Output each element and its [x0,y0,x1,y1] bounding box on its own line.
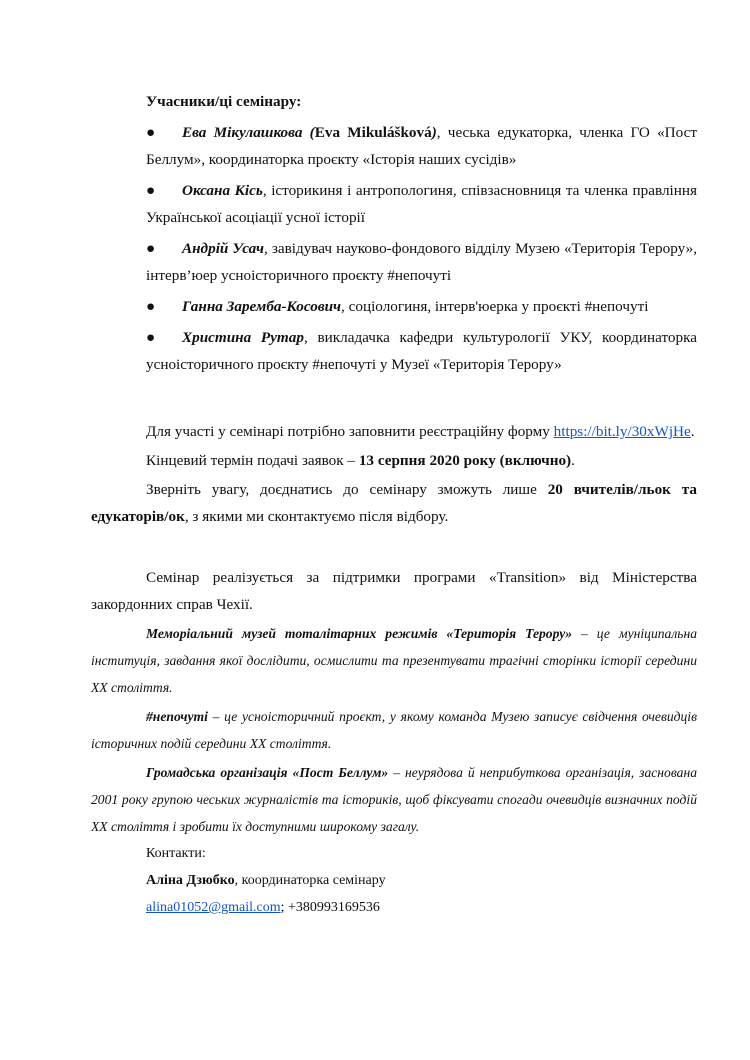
participant-desc: , чеська едукаторка, членка ГО «Пост Беллум», координаторка проєкту «Історія наших сусідів» [146,124,698,168]
contacts-details [91,894,697,921]
contact-phone: ; +380993169536 [280,900,380,915]
participant-name: Андрій Усач [182,240,264,257]
org-project-name: #непочуті [146,709,208,724]
deadline-suffix: . [571,452,575,469]
support-paragraph: Семінар реалізується за підтримки програми «Transition» від Міністерства закордонних справ Чехії. [91,569,697,613]
contact-email-link[interactable]: alina01052@gmail.com [146,900,281,915]
org-postbellum-desc: – неурядова й неприбуткова організація, заснована 2001 року групою чеських журналістів та істориків, щоб фіксувати спогади очевидців визначних подій ХХ століття і зробити їх доступними широкому загалу. [91,765,697,834]
contacts-label: Контакти: [146,846,206,861]
bullet-icon: ● [146,240,156,257]
participant-name-close: ) [431,124,437,141]
participant-item-4 [91,293,697,320]
deadline-prefix: Кінцевий термін подачі заявок – [146,452,359,469]
notice-bold: 20 вчителів/льок та едукаторів/ок [91,481,697,525]
org-project-paragraph [91,703,697,757]
participant-desc: , викладачка кафедри культурології УКУ, координаторка усноісторичного проєкту #непочуті у Музеї «Територія Терору» [146,329,697,373]
org-museum-desc: – це муніципальна інституція, завдання якої дослідити, осмислити та презентувати трагічні сторінки історії середини ХХ століття. [91,626,697,695]
registration-link-punct: . [690,423,695,440]
notice-suffix: , з якими ми сконтактуємо після відбору. [184,508,449,525]
participant-desc: , завідувач науково-фондового відділу Музею «Територія Терору», інтерв’юер усноісторичного проєкту #непочуті [146,240,697,284]
bullet-icon: ● [146,124,156,141]
participant-item-5 [91,324,697,378]
participant-item-2 [91,177,697,231]
org-postbellum-name: Громадська організація «Пост Беллум» [146,765,389,780]
notice-paragraph [91,476,697,530]
contact-role: , координаторка семінару [234,873,386,888]
contacts-person [91,867,697,894]
registration-form-link[interactable]: https://bit.ly/30xWjHe [553,423,691,440]
deadline-paragraph [91,447,697,474]
participant-name-latin: Eva Mikulášková [314,124,432,141]
bullet-icon: ● [146,329,156,346]
bullet-icon: ● [146,298,156,315]
bullet-icon: ● [146,182,156,199]
participant-name: Христина Рутар [182,329,304,346]
participant-item-3 [91,235,697,289]
org-museum-paragraph [91,620,697,701]
participant-item-1 [91,119,697,173]
participant-name: Оксана Кісь [182,182,263,199]
registration-text: Для участі у семінарі потрібно заповнити реєстраційну форму [146,423,554,440]
org-museum-name: Меморіальний музей тоталітарних режимів «Територія Терору» [146,626,573,641]
registration-paragraph [91,418,697,445]
participant-desc: , соціологиня, інтерв'юерка у проєкті #непочуті [341,298,649,315]
deadline-date: 13 серпня 2020 року (включно) [358,452,572,469]
participant-desc: , історикиня і антропологиня, співзасновниця та членка правління Української асоціації усної історії [146,182,697,226]
notice-prefix: Зверніть увагу, доєднатись до семінару зможуть лише [146,481,548,498]
participants-heading: Учасники/ці семінару: [146,93,302,110]
participant-name: Ева Мікулашкова ( [182,124,315,141]
org-postbellum-paragraph [91,759,697,840]
participant-name: Ганна Заремба-Косович [182,298,342,315]
org-project-desc: – це усноісторичний проєкт, у якому команда Музею записує свідчення очевидців історичних подій середини ХХ століття. [91,709,697,751]
contact-name: Аліна Дзюбко [146,873,235,888]
